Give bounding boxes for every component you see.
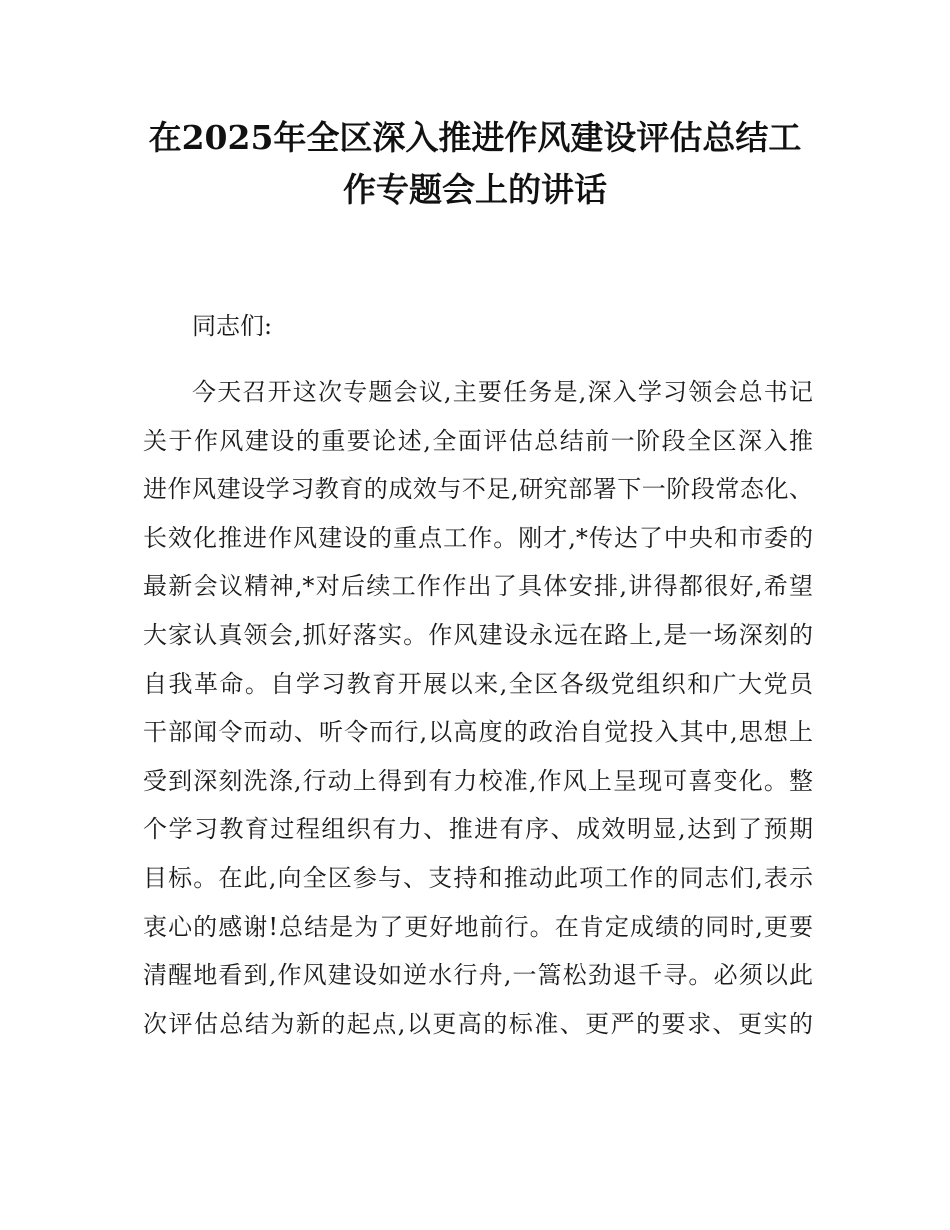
body-paragraph: [143, 368, 813, 1048]
paragraph-line: 衷心的感谢!总结是为了更好地前行。在肯定成绩的同时,更要: [143, 912, 813, 941]
paragraph-line: 干部闻令而动、听令而行,以高度的政治自觉投入其中,思想上: [143, 718, 813, 747]
paragraph-line: 大家认真领会,抓好落实。作风建设永远在路上,是一场深刻的: [143, 620, 813, 649]
document-title: [130, 112, 820, 216]
paragraph-line: 最新会议精神,*对后续工作作出了具体安排,讲得都很好,希望: [143, 572, 813, 601]
paragraph-line: 今天召开这次专题会议,主要任务是,深入学习领会总书记: [192, 378, 813, 406]
title-line-2: 作专题会上的讲话: [343, 170, 607, 209]
paragraph-line: 清醒地看到,作风建设如逆水行舟,一篙松劲退千寻。必须以此: [143, 961, 813, 990]
paragraph-line: 进作风建设学习教育的成效与不足,研究部署下一阶段常态化、: [143, 475, 813, 504]
paragraph-line: 次评估总结为新的起点,以更高的标准、更严的要求、更实的: [143, 1009, 813, 1038]
paragraph-line: 个学习教育过程组织有力、推进有序、成效明显,达到了预期: [143, 815, 813, 844]
paragraph-line: 关于作风建设的重要论述,全面评估总结前一阶段全区深入推: [143, 426, 813, 455]
paragraph-line: 目标。在此,向全区参与、支持和推动此项工作的同志们,表示: [143, 863, 813, 892]
paragraph-line: 长效化推进作风建设的重点工作。刚才,*传达了中央和市委的: [143, 523, 813, 552]
title-line-1: 在2025年全区深入推进作风建设评估总结工: [148, 118, 802, 157]
salutation: 同志们:: [192, 312, 273, 340]
paragraph-line: 受到深刻洗涤,行动上得到有力校准,作风上呈现可喜变化。整: [143, 766, 813, 795]
paragraph-line: 自我革命。自学习教育开展以来,全区各级党组织和广大党员: [143, 669, 813, 698]
